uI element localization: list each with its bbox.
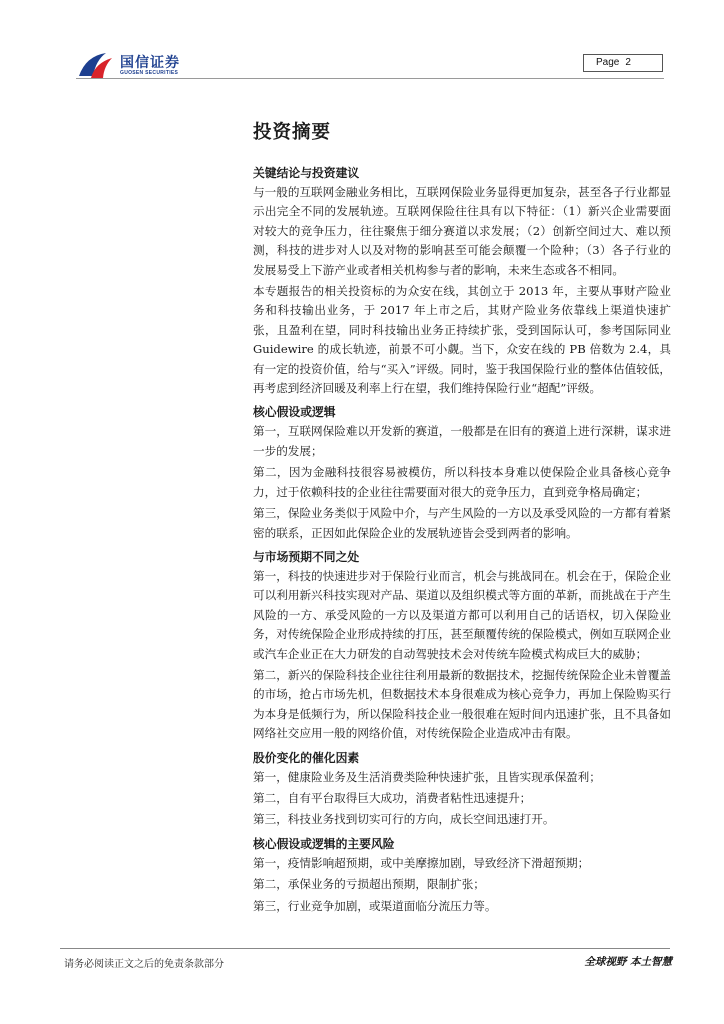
section-heading: 关键结论与投资建议 bbox=[253, 166, 360, 180]
paragraph: 与一般的互联网金融业务相比，互联网保险业务显得更加复杂，甚至各子行业都显示出完全不同的发展轨迹。互联网保险往往具有以下特征：（1）新兴企业需要面对较大的竞争压力，往往聚焦于细分赛道以求发展；（2）创新空间过大、难以预测，科技的进步对人以及对物的影响甚至可能会颠覆一个险种；（3）各子行业的发展易受上下游产业或者相关机构参与者的影响，未来生态或各不相同。 bbox=[253, 185, 671, 277]
logo-english-name: GUOSEN SECURITIES bbox=[120, 70, 179, 76]
section-heading: 与市场预期不同之处 bbox=[253, 549, 360, 564]
section-heading: 核心假设或逻辑的主要风险 bbox=[253, 836, 395, 851]
paragraph: 第二，自有平台取得巨大成功，消费者粘性迅速提升； bbox=[253, 790, 532, 805]
paragraph: 第二，因为金融科技很容易被模仿，所以科技本身难以使保险企业具备核心竞争力，过于依赖科技的企业往往需要面对很大的竞争压力，直到竞争格局确定； bbox=[253, 465, 671, 499]
page-title: 投资摘要 bbox=[253, 122, 332, 143]
paragraph: 第一，疫情影响超预期，或中美摩擦加剧，导致经济下滑超预期； bbox=[253, 855, 590, 870]
paragraph: 第二，新兴的保险科技企业往往利用最新的数据技术，挖掘传统保险企业未曾覆盖的市场，抢占市场先机，但数据技术本身很难成为核心竞争力，再加上保险购买行为本身是低频行为，所以保险科技企业一般很难在短时间内迅速扩张，且不具备如网络社交应用一般的网络价值，对传统保险企业造成冲击有限。 bbox=[253, 667, 671, 741]
paragraph: 第一，健康险业务及生活消费类险种快速扩张，且皆实现承保盈利； bbox=[253, 769, 601, 784]
paragraph: 第二，承保业务的亏损超出预期，限制扩张； bbox=[253, 877, 485, 892]
page-number-box bbox=[583, 54, 663, 72]
footer-divider bbox=[60, 948, 670, 949]
paragraph: 本专题报告的相关投资标的为众安在线，其创立于 2013 年，主要从事财产险业务和科技输出业务，于 2017 年上市之后，其财产险业务依靠线上渠道快速扩张，且盈利在望，同时科技输出业务正持续扩张，受到国际认可，参考国际同业 Guidewire 的成长轨迹，前景不可小觑。当下，众安在线的 PB 倍数为 2.4，具有一定的投资价值，给与“买入”评级。同时，鉴于我国保险行业的整体估值较低，再考虑到经济回暖及利率上行在望，我们维持保险行业“超配”评级。 bbox=[253, 284, 671, 396]
footer-slogan: 全球视野 本土智慧 bbox=[584, 956, 672, 968]
paragraph: 第三，行业竞争加剧，或渠道面临分流压力等。 bbox=[253, 898, 497, 913]
page-number: 2 bbox=[625, 57, 631, 68]
paragraph: 第一，科技的快速进步对于保险行业而言，机会与挑战同在。机会在于，保险企业可以利用新兴科技实现对产品、渠道以及组织模式等方面的革新，而挑战在于产生风险的一方、承受风险的一方以及渠道方都可以利用自己的话语权，切入保险业务，对传统保险企业形成持续的打压，甚至颠覆传统的保险模式，例如互联网企业或汽车企业正在大力研发的自动驾驶技术会对传统车险模式构成巨大的威胁； bbox=[253, 568, 671, 661]
paragraph: 第三，保险业务类似于风险中介，与产生风险的一方以及承受风险的一方都有着紧密的联系，正因如此保险企业的发展轨迹皆会受到两者的影响。 bbox=[253, 506, 671, 540]
main-content bbox=[253, 120, 671, 918]
header-divider bbox=[76, 78, 664, 79]
page-label: Page bbox=[596, 57, 620, 68]
paragraph: 第一，互联网保险难以开发新的赛道，一般都是在旧有的赛道上进行深耕，谋求进一步的发展； bbox=[253, 424, 671, 458]
paragraph: 第三，科技业务找到切实可行的方向，成长空间迅速打开。 bbox=[253, 812, 555, 827]
section-heading: 股价变化的催化因素 bbox=[253, 750, 360, 765]
section-heading: 核心假设或逻辑 bbox=[253, 405, 336, 420]
logo-chinese-name: 国信证券 bbox=[120, 55, 180, 71]
footer-disclaimer: 请务必阅读正文之后的免责条款部分 bbox=[64, 959, 224, 970]
